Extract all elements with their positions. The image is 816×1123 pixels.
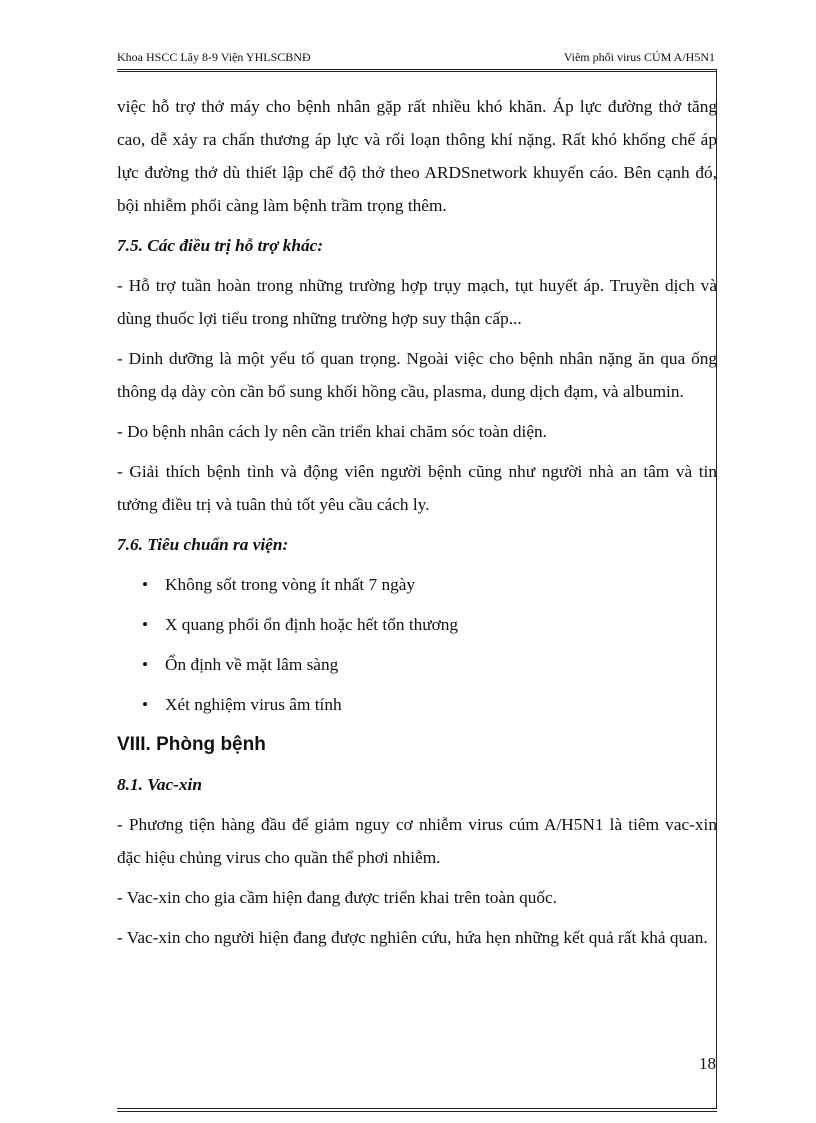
subheading-7-5: 7.5. Các điều trị hỗ trợ khác: bbox=[117, 236, 324, 255]
paragraph-8-1-c: - Vac-xin cho người hiện đang được nghiên cứu, hứa hẹn những kết quả rất khả quan. bbox=[117, 928, 708, 947]
page-border-bottom bbox=[117, 1108, 717, 1109]
header-right-text: Viêm phổi virus CÚM A/H5N1 bbox=[563, 50, 715, 64]
bullet-icon: • bbox=[142, 575, 149, 594]
paragraph-7-5-c: - Do bệnh nhân cách ly nên cần triển khai chăm sóc toàn diện. bbox=[117, 422, 547, 441]
header-rule bbox=[117, 69, 717, 70]
list-item bbox=[117, 648, 717, 681]
paragraph-8-1-b: - Vac-xin cho gia cầm hiện đang được triển khai trên toàn quốc. bbox=[117, 888, 557, 907]
section-heading-viii: VIII. Phòng bệnh bbox=[117, 734, 266, 755]
list-item-text: X quang phổi ổn định hoặc hết tổn thương bbox=[165, 615, 459, 634]
paragraph-7-5-b: - Dinh dưỡng là một yếu tố quan trọng. Ngoài việc cho bệnh nhân nặng ăn qua ống thông dạ dày còn cần bổ sung khối hồng cầu, plasma, dung dịch đạm, và albumin. bbox=[117, 349, 717, 401]
page-content bbox=[117, 90, 717, 961]
list-item-text: Xét nghiệm virus âm tính bbox=[165, 695, 342, 714]
bullet-icon: • bbox=[142, 695, 149, 714]
list-item-text: Ổn định về mặt lâm sàng bbox=[165, 655, 339, 674]
paragraph-8-1-a: - Phương tiện hàng đầu để giảm nguy cơ nhiễm virus cúm A/H5N1 là tiêm vac-xin đặc hiệu chủng virus cho quần thể phơi nhiễm. bbox=[117, 815, 717, 867]
list-item bbox=[117, 568, 717, 601]
list-item bbox=[117, 608, 717, 641]
header-left-text: Khoa HSCC Lây 8-9 Viện YHLSCBNĐ bbox=[117, 50, 311, 64]
page-number: 18 bbox=[699, 1054, 716, 1073]
subheading-7-6: 7.6. Tiêu chuẩn ra viện: bbox=[117, 535, 289, 554]
header-rule-double bbox=[117, 71, 717, 72]
subheading-8-1: 8.1. Vac-xin bbox=[117, 775, 202, 794]
discharge-criteria-list bbox=[117, 568, 717, 721]
paragraph-intro: việc hỗ trợ thở máy cho bệnh nhân gặp rất nhiều khó khăn. Áp lực đường thở tăng cao, dễ xảy ra chấn thương áp lực và rối loạn thông khí nặng. Rất khó khống chế áp lực đường thở dù thiết lập chế độ thở theo ARDSnetwork khuyến cáo. Bên cạnh đó, bội nhiễm phổi càng làm bệnh trầm trọng thêm. bbox=[117, 97, 717, 215]
bullet-icon: • bbox=[142, 655, 149, 674]
list-item bbox=[117, 688, 717, 721]
paragraph-7-5-d: - Giải thích bệnh tình và động viên người bệnh cũng như người nhà an tâm và tin tưởng điều trị và tuân thủ tốt yêu cầu cách ly. bbox=[117, 462, 717, 514]
paragraph-7-5-a: - Hỗ trợ tuần hoàn trong những trường hợp trụy mạch, tụt huyết áp. Truyền dịch và dùng thuốc lợi tiểu trong những trường hợp suy thận cấp... bbox=[117, 276, 717, 328]
bullet-icon: • bbox=[142, 615, 149, 634]
list-item-text: Không sốt trong vòng ít nhất 7 ngày bbox=[165, 575, 416, 594]
page-border-bottom-double bbox=[117, 1111, 717, 1112]
